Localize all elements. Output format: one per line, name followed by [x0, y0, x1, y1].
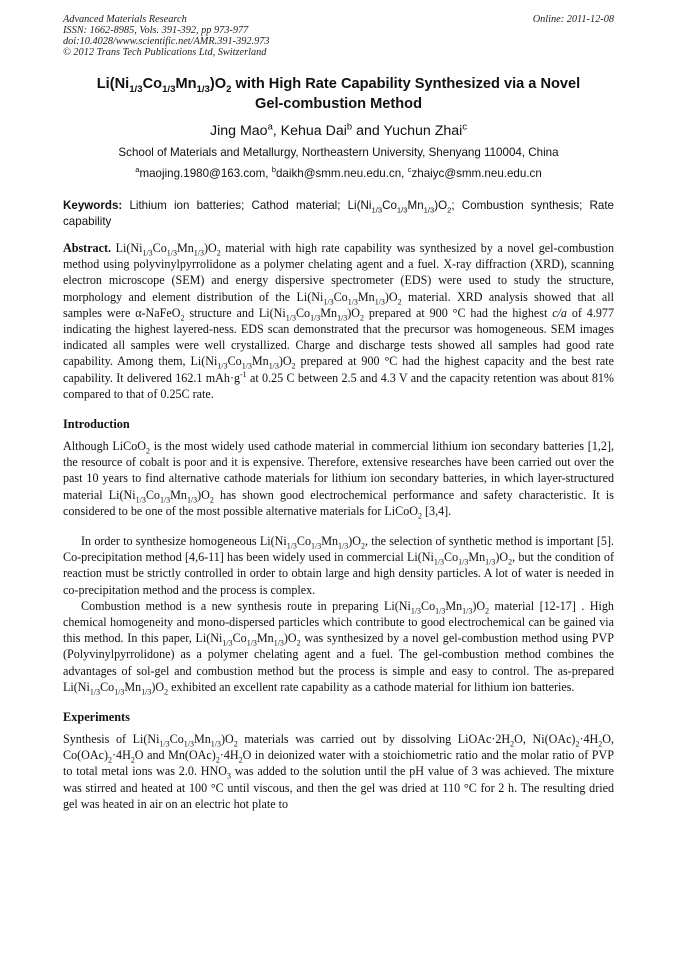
paper-title: $Li(Ni_{1/3}Co_{1/3}Mn_{1/3})O_2$ with High Rate Capability Synthesized via a Novel Gel-combustion Method	[96, 76, 581, 112]
experiments-heading: Experiments	[63, 710, 130, 725]
author-emails: $^a$maojing.1980@163.com, $^b$daikh@smm.neu.edu.cn, $^c$zhaiyc@smm.neu.edu.cn	[135, 165, 542, 180]
affiliation: School of Materials and Metallurgy, Northeastern University, Shenyang 110004, China	[118, 146, 559, 159]
author-list: Jing Mao$^a$, Kehua Dai$^b$ and Yuchun Zhai$^c$	[209, 121, 468, 139]
journal-header	[63, 14, 614, 58]
introduction-heading: Introduction	[63, 417, 130, 432]
issn-line: ISSN: 1662-8985, Vols. 391-392, pp 973-977	[63, 25, 249, 36]
doi-line: doi:10.4028/www.scientific.net/AMR.391-392.973	[63, 36, 270, 47]
paper-page	[63, 14, 614, 812]
intro-paragraph-1: Although LiCoO$_2$ is the most widely used cathode material in commercial lithium ion secondary batteries [1,2], the resource of cobalt is poor and it is expensive. Therefore, extensive researches have been carried out over the past 10 years to find alternative cathode materials for lithium ion secondary batteries, in which layer-structured material $Li(Ni_{1/3}Co_{1/3}Mn_{1/3})O_2$ has shown good electrochemical performance and safety characteristic. It is considered to be one of the most possible alternative materials for LiCoO$_2$ [3,4].	[63, 439, 614, 521]
online-date: Online: 2011-12-08	[532, 14, 614, 25]
journal-name: Advanced Materials Research	[63, 14, 187, 25]
keywords: Keywords: Lithium ion batteries; Cathod material; $Li(Ni_{1/3}Co_{1/3}Mn_{1/3})O_2$; Combustion synthesis; Rate capability	[63, 199, 615, 228]
abstract: Abstract. $Li(Ni_{1/3}Co_{1/3}Mn_{1/3})O_2$ material with high rate capability was synthesized by a novel gel-combustion method using polyvinylpyrrolidone as a polymer chelating agent and a fuel. X-ray diffraction (XRD), scanning electron microscope (SEM) and energy dispersive spectrometer (EDS) were used to study the structure, morphology and element distribution of the $Li(Ni_{1/3}Co_{1/3}Mn_{1/3})O_2$ material. XRD analysis showed that all samples were α-NaFeO$_2$ structure and $Li(Ni_{1/3}Co_{1/3}Mn_{1/3})O_2$ prepared at 900 °C had the highest c/a of 4.977 indicating the highest layered-ness. EDS scan demonstrated that the precursor was homogeneous. SEM images indicated all samples were well crystallized. Charge and discharge tests showed all samples had good rate capability. Among them, $Li(Ni_{1/3}Co_{1/3}Mn_{1/3})O_2$ prepared at 900 °C had the highest capacity and the best rate capability. It delivered 162.1 $mAh\cdot g^{-1}$ at 0.25 C between 2.5 and 4.3 V and the capacity retention was about 81% compared to that of 0.25C rate.	[63, 241, 615, 401]
experiments-paragraph-1: Synthesis of $Li(Ni_{1/3}Co_{1/3}Mn_{1/3})O_2$ materials was carried out by dissolving $LiOAc\cdot 2H_2O$, $Ni(OAc)_2\cdot 4H_2O$, $Co(OAc)_2\cdot 4H_2O$ and $Mn(OAc)_2\cdot 4H_2O$ in deionized water with a stoichiometric ratio and the molar ratio of PVP to total metal ions was 2.0. $HNO_3$ was added to the solution until the pH value of 3 was achieved. The mixture was stirred and heated at 100 °C until viscous, and then the gel was dried at 110 °C for 2 h. The resulting dried gel was heated in air on an electric hot plate to	[63, 732, 615, 811]
intro-paragraph-3: Combustion method is a new synthesis route in preparing $Li(Ni_{1/3}Co_{1/3}Mn_{1/3})O_2$ material [12-17] . High chemical homogeneity and mono-dispersed particles which contribute to good electrochemical can be gained via this method. In this paper, $Li(Ni_{1/3}Co_{1/3}Mn_{1/3})O_2$ was synthesized by a novel gel-combustion method using PVP (Polyvinylpyrrolidone) as a polymer chelating agent and a fuel. The gel-combustion method combines the advantages of sol-gel and combustion method but the process is simple and easy to control. The as-prepared $Li(Ni_{1/3}Co_{1/3}Mn_{1/3})O_2$ exhibited an excellent rate capability as a cathode material for lithium ion batteries.	[63, 598, 614, 697]
intro-paragraph-2: In order to synthesize homogeneous $Li(Ni_{1/3}Co_{1/3}Mn_{1/3})O_2$, the selection of synthetic method is important [5]. Co-precipitation method [4,6-11] has been widely used in commercial $Li(Ni_{1/3}Co_{1/3}Mn_{1/3})O_2$, but the condition of reaction must be strictly controlled in order to obtain large and high density particles. A lot of water is needed in co-precipitation method and the process is complex.	[63, 534, 614, 597]
copyright-line: © 2012 Trans Tech Publications Ltd, Switzerland	[63, 47, 267, 58]
